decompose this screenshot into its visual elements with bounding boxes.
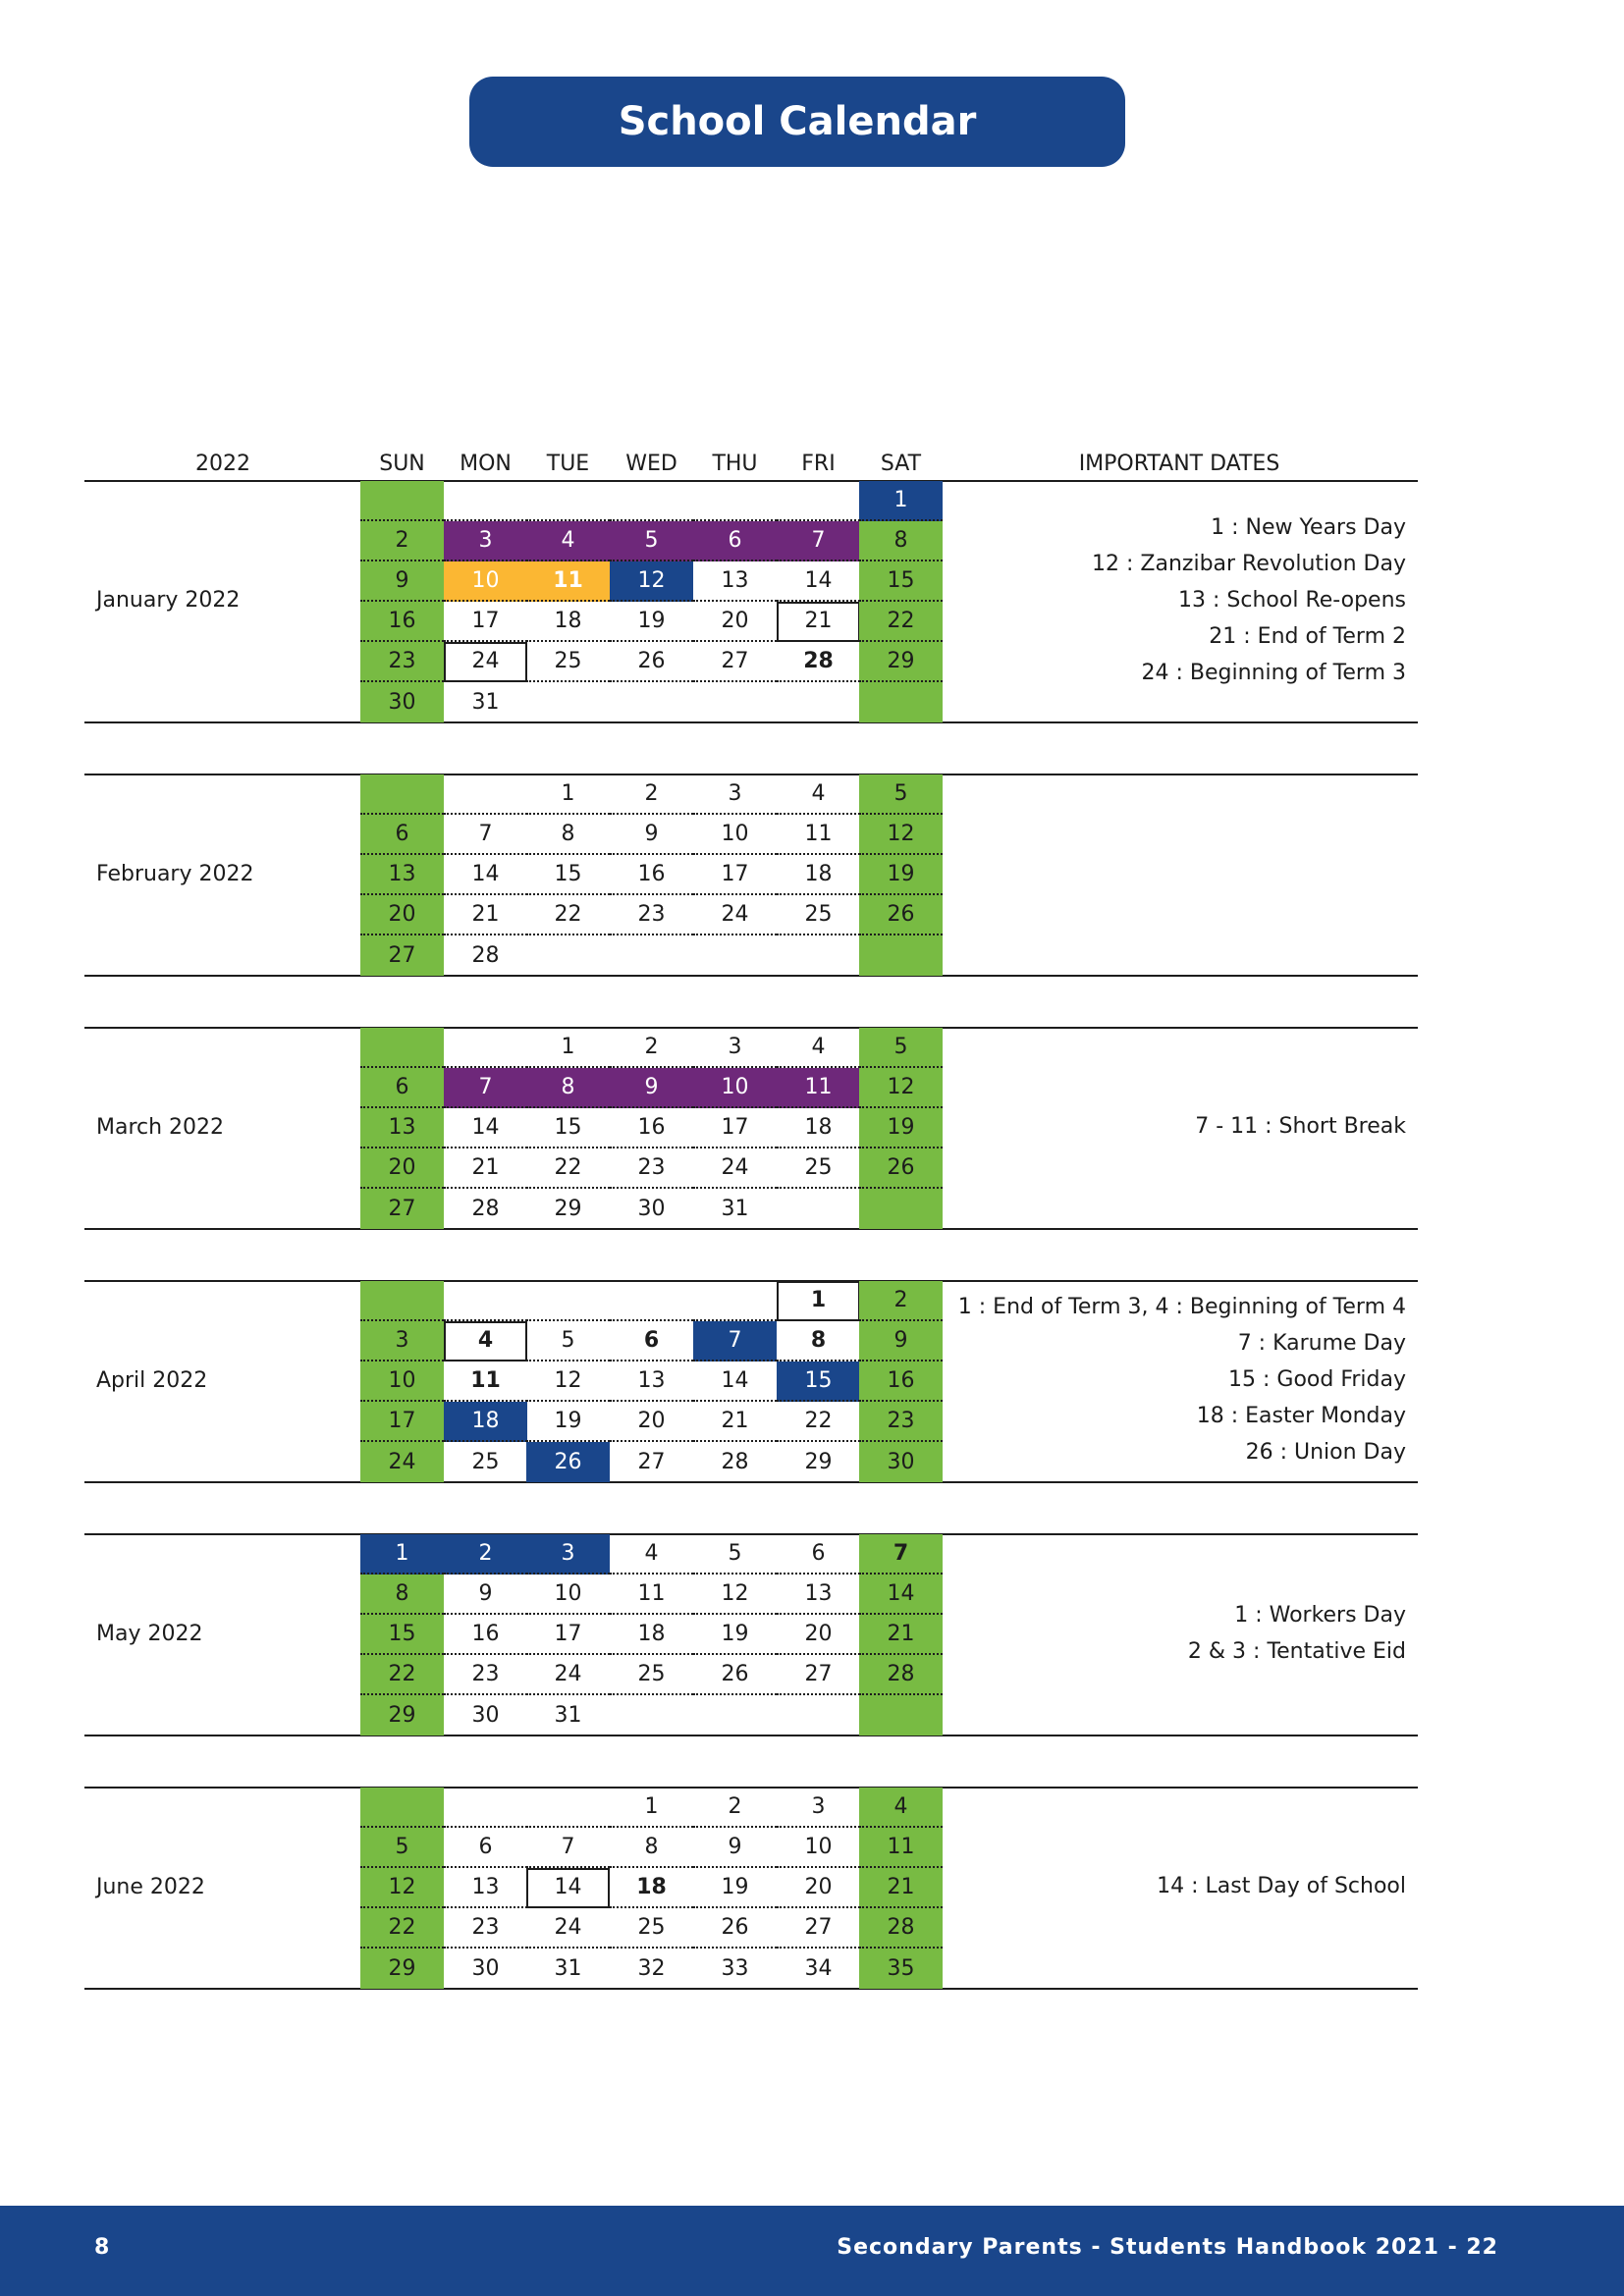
day-cell: 11 — [610, 1575, 693, 1615]
day-cell: 10 — [777, 1828, 860, 1868]
day-cell: 29 — [804, 1450, 833, 1474]
important-date-item: 13 : School Re-opens — [1178, 587, 1406, 613]
day-cell: 2 — [444, 1534, 527, 1575]
page-title: School Calendar — [469, 77, 1125, 167]
day-cell: 35 — [859, 1949, 943, 1989]
day-cell: 18 — [444, 1402, 527, 1442]
day-cell: 17 — [693, 855, 777, 895]
day-cell — [777, 682, 860, 722]
day-cell: 4 — [526, 521, 610, 561]
day-cell: 31 — [554, 1956, 582, 1981]
day-cell: 22 — [777, 1402, 860, 1442]
day-cell: 14 — [859, 1575, 943, 1615]
day-cell: 30 — [637, 1197, 666, 1221]
day-cell: 17 — [693, 1108, 777, 1148]
weekday-header-fri: FRI — [801, 452, 836, 476]
day-cell: 15 — [777, 1362, 860, 1402]
day-cell — [610, 1281, 693, 1321]
day-cell: 23 — [610, 1148, 693, 1189]
day-cell — [777, 481, 860, 521]
day-cell: 3 — [777, 1788, 860, 1828]
day-cell: 16 — [360, 602, 444, 642]
day-cell: 26 — [859, 1148, 943, 1189]
day-cell: 16 — [444, 1615, 527, 1655]
day-cell: 6 — [610, 1321, 693, 1362]
day-cell: 9 — [859, 1321, 943, 1362]
day-cell: 6 — [777, 1534, 860, 1575]
day-cell: 19 — [610, 602, 693, 642]
day-cell — [859, 1695, 943, 1735]
day-cell: 28 — [721, 1450, 749, 1474]
important-date-item: 1 : Workers Day — [1234, 1602, 1406, 1628]
day-cell: 20 — [360, 895, 444, 935]
day-cell: 5 — [360, 1828, 444, 1868]
day-cell — [444, 774, 527, 815]
day-cell: 27 — [360, 1189, 444, 1229]
day-cell: 12 — [859, 1068, 943, 1108]
day-cell: 14 — [444, 1108, 527, 1148]
important-date-item: 21 : End of Term 2 — [1209, 623, 1406, 649]
page-footer — [0, 2206, 1624, 2296]
day-cell: 23 — [859, 1402, 943, 1442]
day-cell: 12 — [610, 561, 693, 602]
day-cell: 12 — [360, 1868, 444, 1908]
day-cell: 24 — [360, 1442, 444, 1482]
month-label: May 2022 — [96, 1621, 203, 1646]
day-cell: 6 — [444, 1828, 527, 1868]
weekday-header-thu: THU — [712, 452, 758, 476]
day-cell: 22 — [526, 1148, 610, 1189]
important-date-item: 14 : Last Day of School — [1157, 1874, 1406, 1898]
day-cell: 21 — [693, 1402, 777, 1442]
day-cell: 5 — [859, 1028, 943, 1068]
day-cell: 3 — [693, 1028, 777, 1068]
day-cell: 31 — [471, 690, 500, 715]
day-cell: 8 — [859, 521, 943, 561]
month-label: March 2022 — [96, 1114, 225, 1140]
day-cell: 28 — [471, 1197, 500, 1221]
day-cell: 21 — [444, 1148, 527, 1189]
day-cell: 25 — [471, 1450, 500, 1474]
day-cell: 15 — [859, 561, 943, 602]
day-cell — [693, 1281, 777, 1321]
day-cell: 11 — [526, 561, 610, 602]
day-cell: 16 — [610, 1108, 693, 1148]
day-cell — [693, 1695, 777, 1735]
day-cell: 16 — [859, 1362, 943, 1402]
important-date-item: 12 : Zanzibar Revolution Day — [1092, 551, 1406, 576]
important-date-item: 26 : Union Day — [1245, 1440, 1406, 1465]
day-cell — [610, 682, 693, 722]
day-cell — [360, 1028, 444, 1068]
day-cell: 23 — [360, 642, 444, 682]
day-cell — [693, 682, 777, 722]
day-cell: 23 — [610, 895, 693, 935]
year-header: 2022 — [195, 452, 250, 476]
weekday-header-sat: SAT — [880, 452, 922, 476]
day-cell — [360, 774, 444, 815]
day-cell: 8 — [526, 815, 610, 855]
day-cell: 30 — [471, 1956, 500, 1981]
day-cell: 28 — [777, 642, 860, 682]
day-cell: 8 — [610, 1828, 693, 1868]
day-cell — [610, 1695, 693, 1735]
day-cell: 10 — [693, 815, 777, 855]
day-cell: 8 — [526, 1068, 610, 1108]
day-cell: 13 — [360, 855, 444, 895]
day-cell — [360, 481, 444, 521]
day-cell: 4 — [859, 1788, 943, 1828]
day-cell: 7 — [859, 1534, 943, 1575]
day-cell — [526, 935, 610, 976]
day-cell: 1 — [610, 1788, 693, 1828]
day-cell: 17 — [360, 1402, 444, 1442]
day-cell: 3 — [444, 521, 527, 561]
day-cell: 28 — [471, 943, 500, 968]
day-cell: 24 — [693, 1148, 777, 1189]
day-cell: 22 — [360, 1908, 444, 1949]
day-cell — [526, 481, 610, 521]
day-cell: 19 — [859, 1108, 943, 1148]
day-cell: 27 — [360, 935, 444, 976]
day-cell: 21 — [777, 602, 860, 642]
day-cell: 13 — [777, 1575, 860, 1615]
day-cell: 1 — [526, 774, 610, 815]
day-cell: 11 — [777, 1068, 860, 1108]
day-cell: 28 — [859, 1908, 943, 1949]
day-cell: 21 — [859, 1868, 943, 1908]
important-date-item: 7 - 11 : Short Break — [1195, 1114, 1406, 1139]
day-cell — [859, 682, 943, 722]
day-cell: 5 — [610, 521, 693, 561]
day-cell: 10 — [360, 1362, 444, 1402]
weekday-header-tue: TUE — [546, 452, 590, 476]
day-cell: 27 — [637, 1450, 666, 1474]
day-cell: 27 — [777, 1655, 860, 1695]
day-cell: 15 — [526, 855, 610, 895]
day-cell: 29 — [859, 642, 943, 682]
day-cell: 4 — [777, 774, 860, 815]
day-cell: 15 — [360, 1615, 444, 1655]
day-cell — [777, 1695, 860, 1735]
weekday-header-mon: MON — [460, 452, 512, 476]
day-cell: 18 — [777, 1108, 860, 1148]
day-cell — [610, 935, 693, 976]
day-cell: 3 — [360, 1321, 444, 1362]
day-cell: 22 — [360, 1655, 444, 1695]
day-cell: 3 — [693, 774, 777, 815]
important-date-item: 1 : New Years Day — [1211, 514, 1406, 540]
day-cell: 4 — [777, 1028, 860, 1068]
important-date-item: 24 : Beginning of Term 3 — [1141, 660, 1406, 685]
day-cell: 9 — [693, 1828, 777, 1868]
day-cell: 18 — [777, 855, 860, 895]
day-cell: 13 — [693, 561, 777, 602]
day-cell: 22 — [526, 895, 610, 935]
day-cell: 6 — [360, 1068, 444, 1108]
day-cell — [859, 935, 943, 976]
day-cell: 31 — [721, 1197, 749, 1221]
day-cell: 27 — [777, 1908, 860, 1949]
day-cell: 12 — [693, 1575, 777, 1615]
day-cell: 6 — [360, 815, 444, 855]
day-cell: 5 — [859, 774, 943, 815]
day-cell: 17 — [526, 1615, 610, 1655]
day-cell — [360, 1281, 444, 1321]
day-cell: 14 — [444, 855, 527, 895]
day-cell: 2 — [610, 1028, 693, 1068]
day-cell: 3 — [526, 1534, 610, 1575]
day-cell: 33 — [721, 1956, 749, 1981]
day-cell: 25 — [610, 1655, 693, 1695]
day-cell: 9 — [444, 1575, 527, 1615]
day-cell — [444, 1281, 527, 1321]
day-cell — [444, 1788, 527, 1828]
day-cell: 21 — [859, 1615, 943, 1655]
day-cell: 19 — [693, 1615, 777, 1655]
day-cell: 9 — [610, 815, 693, 855]
day-cell — [610, 481, 693, 521]
day-cell: 19 — [526, 1402, 610, 1442]
day-cell: 1 — [360, 1534, 444, 1575]
day-cell: 18 — [610, 1615, 693, 1655]
weekday-header-wed: WED — [625, 452, 677, 476]
page-number: 8 — [94, 2235, 110, 2260]
day-cell: 8 — [360, 1575, 444, 1615]
day-cell: 10 — [693, 1068, 777, 1108]
day-cell: 20 — [693, 602, 777, 642]
day-cell — [360, 1788, 444, 1828]
day-cell — [693, 935, 777, 976]
day-cell — [777, 935, 860, 976]
day-cell: 2 — [610, 774, 693, 815]
day-cell: 4 — [444, 1321, 527, 1362]
day-cell: 24 — [693, 895, 777, 935]
day-cell: 26 — [526, 1442, 610, 1482]
day-cell: 7 — [444, 1068, 527, 1108]
day-cell: 25 — [777, 1148, 860, 1189]
day-cell: 20 — [360, 1148, 444, 1189]
day-cell: 7 — [526, 1828, 610, 1868]
day-cell: 1 — [777, 1281, 860, 1321]
day-cell: 12 — [859, 815, 943, 855]
weekday-header-sun: SUN — [379, 452, 425, 476]
day-cell: 12 — [526, 1362, 610, 1402]
day-cell: 29 — [360, 1949, 444, 1989]
day-cell: 34 — [804, 1956, 833, 1981]
day-cell: 20 — [777, 1615, 860, 1655]
day-cell: 25 — [526, 642, 610, 682]
day-cell: 4 — [610, 1534, 693, 1575]
day-cell: 28 — [859, 1655, 943, 1695]
day-cell: 26 — [693, 1908, 777, 1949]
day-cell: 10 — [444, 561, 527, 602]
day-cell: 7 — [444, 815, 527, 855]
day-cell: 7 — [693, 1321, 777, 1362]
day-cell: 14 — [526, 1868, 610, 1908]
day-cell: 30 — [360, 682, 444, 722]
day-cell: 30 — [471, 1703, 500, 1728]
day-cell: 11 — [777, 815, 860, 855]
day-cell: 11 — [859, 1828, 943, 1868]
day-cell: 18 — [526, 602, 610, 642]
footer-title: Secondary Parents - Students Handbook 2021 - 22 — [837, 2235, 1498, 2260]
day-cell: 13 — [610, 1362, 693, 1402]
day-cell: 5 — [693, 1534, 777, 1575]
day-cell: 13 — [444, 1868, 527, 1908]
day-cell: 26 — [610, 642, 693, 682]
day-cell: 2 — [360, 521, 444, 561]
day-cell: 2 — [693, 1788, 777, 1828]
important-dates-header: IMPORTANT DATES — [1078, 452, 1280, 476]
month-label: April 2022 — [96, 1367, 208, 1393]
day-cell: 29 — [554, 1197, 582, 1221]
day-cell: 19 — [693, 1868, 777, 1908]
important-date-item: 15 : Good Friday — [1228, 1367, 1406, 1392]
important-date-item: 2 & 3 : Tentative Eid — [1187, 1638, 1406, 1664]
day-cell: 14 — [777, 561, 860, 602]
day-cell: 16 — [610, 855, 693, 895]
day-cell — [526, 1788, 610, 1828]
month-label: January 2022 — [96, 588, 241, 613]
day-cell: 24 — [444, 642, 527, 682]
day-cell — [444, 481, 527, 521]
day-cell: 11 — [444, 1362, 527, 1402]
day-cell: 23 — [444, 1655, 527, 1695]
day-cell: 18 — [610, 1868, 693, 1908]
day-cell: 2 — [859, 1281, 943, 1321]
day-cell: 22 — [859, 602, 943, 642]
day-cell: 9 — [360, 561, 444, 602]
important-date-item: 18 : Easter Monday — [1196, 1404, 1406, 1428]
day-cell — [859, 1189, 943, 1229]
day-cell: 27 — [693, 642, 777, 682]
day-cell: 8 — [777, 1321, 860, 1362]
day-cell: 6 — [693, 521, 777, 561]
day-cell: 24 — [526, 1908, 610, 1949]
day-cell: 23 — [444, 1908, 527, 1949]
day-cell: 26 — [693, 1655, 777, 1695]
day-cell: 14 — [693, 1362, 777, 1402]
day-cell: 24 — [526, 1655, 610, 1695]
day-cell: 19 — [859, 855, 943, 895]
day-cell: 32 — [637, 1956, 666, 1981]
month-label: June 2022 — [96, 1874, 205, 1899]
day-cell — [777, 1189, 860, 1229]
day-cell: 21 — [444, 895, 527, 935]
day-cell: 1 — [526, 1028, 610, 1068]
day-cell: 13 — [360, 1108, 444, 1148]
day-cell — [693, 481, 777, 521]
day-cell: 26 — [859, 895, 943, 935]
day-cell — [526, 1281, 610, 1321]
day-cell: 10 — [526, 1575, 610, 1615]
month-label: February 2022 — [96, 861, 254, 886]
important-date-item: 7 : Karume Day — [1237, 1331, 1406, 1356]
day-cell: 15 — [526, 1108, 610, 1148]
day-cell: 31 — [554, 1703, 582, 1728]
day-cell — [526, 682, 610, 722]
day-cell: 29 — [360, 1695, 444, 1735]
day-cell: 25 — [777, 895, 860, 935]
day-cell: 20 — [610, 1402, 693, 1442]
day-cell: 7 — [777, 521, 860, 561]
day-cell: 30 — [859, 1442, 943, 1482]
day-cell: 9 — [610, 1068, 693, 1108]
day-cell — [444, 1028, 527, 1068]
important-date-item: 1 : End of Term 3, 4 : Beginning of Term 4 — [957, 1295, 1406, 1319]
day-cell: 17 — [444, 602, 527, 642]
day-cell: 5 — [526, 1321, 610, 1362]
day-cell: 25 — [610, 1908, 693, 1949]
day-cell: 1 — [859, 481, 943, 521]
day-cell: 20 — [777, 1868, 860, 1908]
